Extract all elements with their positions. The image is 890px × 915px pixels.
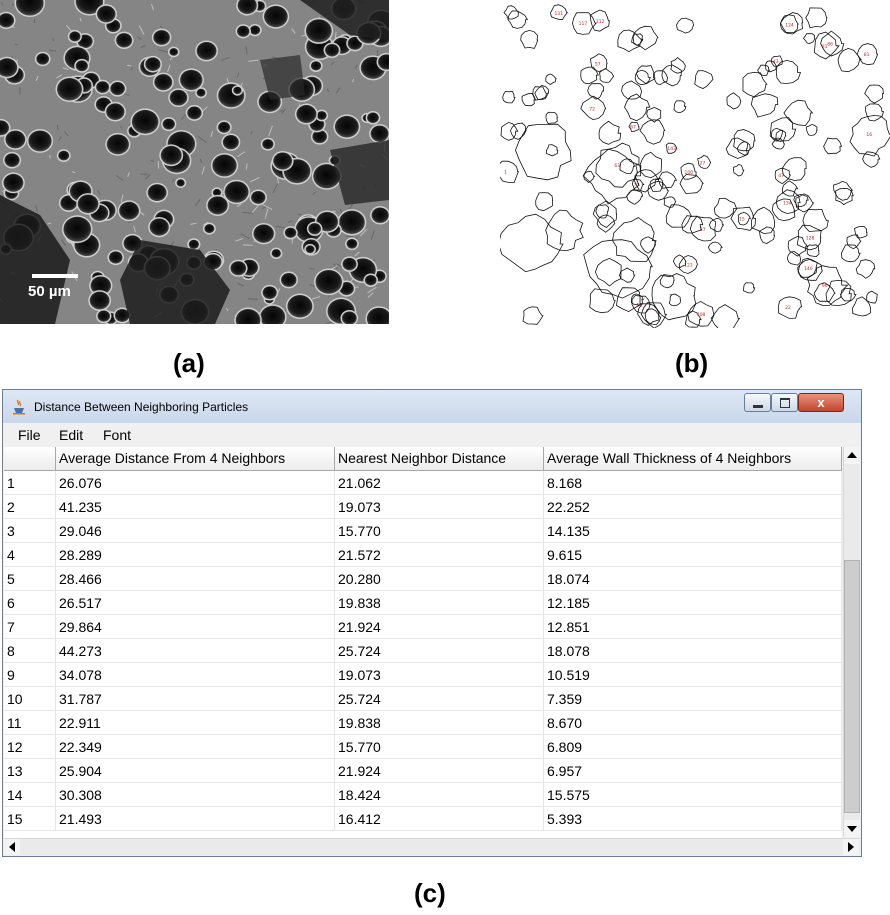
particle-number-label: 57 xyxy=(594,62,601,68)
particle-outline xyxy=(583,149,641,204)
java-cup-icon xyxy=(13,399,25,415)
particle-number-label: 72 xyxy=(589,107,595,113)
particle-outline xyxy=(708,242,722,253)
cell-wall-thickness[interactable]: 18.078 xyxy=(544,639,842,663)
cell-nearest-distance[interactable]: 15.770 xyxy=(335,735,544,759)
column-header-nearest-distance[interactable]: Nearest Neighbor Distance xyxy=(335,447,544,471)
particle-number-label: 134 xyxy=(783,201,792,207)
cell-index[interactable]: 4 xyxy=(4,543,56,567)
cell-index[interactable]: 7 xyxy=(4,615,56,639)
particle-outline xyxy=(658,172,676,189)
particle-outline xyxy=(535,86,549,100)
arrow-down-icon xyxy=(847,826,857,832)
particle-number-label: 91 xyxy=(821,44,828,50)
particle-outline xyxy=(776,130,786,141)
cell-wall-thickness[interactable]: 12.851 xyxy=(544,615,842,639)
particle-outline xyxy=(695,71,713,89)
cell-index[interactable]: 12 xyxy=(4,735,56,759)
cell-index[interactable]: 13 xyxy=(4,759,56,783)
table-row[interactable] xyxy=(4,495,842,519)
cell-average-distance[interactable]: 25.904 xyxy=(56,759,335,783)
particle-outline xyxy=(503,91,515,103)
particle-outline xyxy=(853,297,871,316)
particle-number-label: 77 xyxy=(633,183,640,189)
particle-outline xyxy=(863,152,880,168)
particle-number-label: 15 xyxy=(739,217,745,223)
table-row[interactable] xyxy=(4,759,842,783)
cell-wall-thickness[interactable]: 6.809 xyxy=(544,735,842,759)
table-body xyxy=(4,471,842,831)
cell-index[interactable]: 3 xyxy=(4,519,56,543)
particle-number-label: 37 xyxy=(699,227,706,233)
table-row[interactable] xyxy=(4,519,842,543)
particle-number-label: 131 xyxy=(554,11,564,17)
particle-outline xyxy=(867,291,878,303)
particle-outline xyxy=(751,94,778,117)
arrow-right-icon xyxy=(848,842,854,852)
particle-outline xyxy=(546,74,556,85)
particle-outline xyxy=(734,130,755,151)
particle-outline xyxy=(500,214,563,272)
particle-outline xyxy=(743,72,767,96)
particle-outline xyxy=(581,67,599,84)
cell-average-distance[interactable]: 30.308 xyxy=(56,783,335,807)
cell-wall-thickness[interactable]: 5.393 xyxy=(544,807,842,831)
particle-number-label: 117 xyxy=(578,22,588,28)
particle-outline xyxy=(627,190,643,204)
particle-outline xyxy=(664,197,675,208)
scale-bar-line xyxy=(32,274,78,278)
scroll-left-button[interactable] xyxy=(4,839,20,855)
table-row[interactable] xyxy=(4,567,842,591)
cell-nearest-distance[interactable]: 21.572 xyxy=(335,543,544,567)
cell-nearest-distance[interactable]: 19.838 xyxy=(335,591,544,615)
minimize-icon xyxy=(753,405,763,408)
table-row[interactable] xyxy=(4,687,842,711)
particle-outline xyxy=(662,65,681,86)
particle-outline xyxy=(855,226,867,238)
particle-outline xyxy=(847,235,861,249)
cell-nearest-distance[interactable]: 25.724 xyxy=(335,639,544,663)
sem-micrograph xyxy=(0,0,389,324)
particle-number-label: 7 xyxy=(668,294,672,300)
cell-nearest-distance[interactable]: 21.924 xyxy=(335,759,544,783)
cell-average-distance[interactable]: 28.289 xyxy=(56,543,335,567)
cell-nearest-distance[interactable]: 20.280 xyxy=(335,567,544,591)
cell-wall-thickness[interactable]: 15.575 xyxy=(544,783,842,807)
particle-number-label: 81 xyxy=(863,53,870,59)
cell-average-distance[interactable]: 41.235 xyxy=(56,495,335,519)
particle-outline xyxy=(856,260,875,279)
particle-outline xyxy=(648,181,669,200)
particle-outline xyxy=(595,258,621,286)
table-row[interactable] xyxy=(4,783,842,807)
particle-number-label: 128 xyxy=(805,236,815,242)
particle-number-label: 124 xyxy=(785,23,794,29)
particle-outline xyxy=(836,189,854,205)
particle-outline xyxy=(711,305,739,328)
cell-index[interactable]: 10 xyxy=(4,687,56,711)
results-table xyxy=(4,447,842,838)
cell-wall-thickness[interactable]: 8.168 xyxy=(544,471,842,495)
particle-number-label: 51 xyxy=(636,303,643,309)
particle-outline xyxy=(546,210,584,251)
cell-index[interactable]: 5 xyxy=(4,567,56,591)
particle-outline xyxy=(826,280,851,305)
scroll-up-button[interactable] xyxy=(844,447,860,464)
particle-outline xyxy=(650,178,663,191)
menu-edit[interactable]: Edit xyxy=(59,427,84,443)
particle-outline xyxy=(521,30,538,48)
particle-outline xyxy=(516,124,572,180)
particle-outline xyxy=(546,145,557,156)
particle-outline xyxy=(806,8,827,28)
particle-outline xyxy=(760,227,775,244)
table-row[interactable] xyxy=(4,735,842,759)
cell-index[interactable]: 6 xyxy=(4,591,56,615)
vertical-scrollbar[interactable] xyxy=(843,447,860,837)
cell-nearest-distance[interactable]: 21.062 xyxy=(335,471,544,495)
particle-outline xyxy=(636,66,655,84)
particle-outline xyxy=(620,159,635,174)
maximize-icon xyxy=(780,398,790,408)
particle-outline xyxy=(744,283,755,293)
cell-average-distance[interactable]: 21.493 xyxy=(56,807,335,831)
particle-number-label: 86 xyxy=(827,42,834,48)
particle-outline xyxy=(633,26,658,50)
cell-nearest-distance[interactable]: 19.838 xyxy=(335,711,544,735)
menu-bar xyxy=(3,424,861,446)
cell-index[interactable]: 14 xyxy=(4,783,56,807)
particle-number-label: 143 xyxy=(667,147,676,153)
particle-outline xyxy=(620,268,635,282)
table-row[interactable] xyxy=(4,663,842,687)
particle-number-label: 108 xyxy=(696,312,706,318)
cell-average-distance[interactable]: 34.078 xyxy=(56,663,335,687)
particle-number-label: 27 xyxy=(699,161,706,167)
particle-outline xyxy=(640,120,665,144)
window-title: Distance Between Neighboring Particles xyxy=(34,400,249,414)
cell-nearest-distance[interactable]: 15.770 xyxy=(335,519,544,543)
particle-outline xyxy=(738,142,751,156)
vertical-scroll-thumb[interactable] xyxy=(844,560,860,813)
cell-nearest-distance[interactable]: 18.424 xyxy=(335,783,544,807)
particle-outline xyxy=(640,152,662,177)
cell-wall-thickness[interactable]: 14.135 xyxy=(544,519,842,543)
cell-index[interactable]: 11 xyxy=(4,711,56,735)
column-header-index[interactable] xyxy=(4,447,56,471)
particle-outline xyxy=(824,138,842,154)
particle-outline xyxy=(727,93,741,109)
table-row[interactable] xyxy=(4,471,842,495)
scroll-right-button[interactable] xyxy=(843,839,859,855)
particle-number-label: 47 xyxy=(778,173,784,179)
menu-font[interactable]: Font xyxy=(103,427,132,443)
particle-outline xyxy=(511,123,527,139)
cell-average-distance[interactable]: 44.273 xyxy=(56,639,335,663)
cell-average-distance[interactable]: 28.466 xyxy=(56,567,335,591)
particle-number-label: 121 xyxy=(684,263,693,269)
cell-wall-thickness[interactable]: 8.670 xyxy=(544,711,842,735)
particle-number-label: 63 xyxy=(614,163,621,169)
particle-outline xyxy=(600,69,614,83)
table-row[interactable] xyxy=(4,543,842,567)
particle-outline xyxy=(500,161,518,182)
particle-outline-map xyxy=(500,0,890,328)
table-header xyxy=(4,447,842,471)
cell-wall-thickness[interactable]: 10.519 xyxy=(544,663,842,687)
cell-wall-thickness[interactable]: 7.359 xyxy=(544,687,842,711)
particle-number-label: 96 xyxy=(821,284,828,290)
cell-wall-thickness[interactable]: 9.615 xyxy=(544,543,842,567)
particle-outline xyxy=(677,18,694,33)
table-row[interactable] xyxy=(4,639,842,663)
particle-outline xyxy=(641,237,656,253)
scroll-down-button[interactable] xyxy=(844,820,860,837)
particle-outline xyxy=(599,121,621,144)
cell-nearest-distance[interactable]: 25.724 xyxy=(335,687,544,711)
cell-index[interactable]: 8 xyxy=(4,639,56,663)
particle-outline xyxy=(618,30,642,52)
cell-index[interactable]: 15 xyxy=(4,807,56,831)
particle-outline xyxy=(709,218,723,231)
table-row[interactable] xyxy=(4,615,842,639)
particle-outline xyxy=(674,101,686,113)
particle-number-label: 16 xyxy=(866,133,873,139)
horizontal-scrollbar[interactable] xyxy=(4,838,860,855)
cell-wall-thickness[interactable]: 12.185 xyxy=(544,591,842,615)
cell-average-distance[interactable]: 22.911 xyxy=(56,711,335,735)
cell-wall-thickness[interactable]: 22.252 xyxy=(544,495,842,519)
particle-outline xyxy=(634,170,659,192)
cell-index[interactable]: 1 xyxy=(4,471,56,495)
maximize-button[interactable] xyxy=(771,393,798,412)
particle-outline xyxy=(804,34,815,44)
particle-number-label: 22 xyxy=(785,305,791,311)
column-header-average-distance[interactable]: Average Distance From 4 Neighbors xyxy=(56,447,335,471)
cell-average-distance[interactable]: 26.517 xyxy=(56,591,335,615)
close-button[interactable] xyxy=(798,393,844,412)
particle-number-label: 100 xyxy=(684,170,694,176)
cell-nearest-distance[interactable]: 19.073 xyxy=(335,663,544,687)
table-row[interactable] xyxy=(4,807,842,831)
cell-average-distance[interactable]: 31.787 xyxy=(56,687,335,711)
cell-average-distance[interactable]: 26.076 xyxy=(56,471,335,495)
particle-outline xyxy=(669,294,680,306)
table-row[interactable] xyxy=(4,711,842,735)
particle-outline xyxy=(865,85,884,103)
window-titlebar[interactable] xyxy=(3,390,861,423)
panel-label-b: (b) xyxy=(675,348,709,378)
scale-bar xyxy=(28,268,88,308)
particle-number-label: 67 xyxy=(630,125,637,131)
particle-outline xyxy=(866,104,884,121)
cell-nearest-distance[interactable]: 21.924 xyxy=(335,615,544,639)
particle-outline xyxy=(806,124,817,135)
particle-outline xyxy=(682,216,703,233)
cell-nearest-distance[interactable]: 16.412 xyxy=(335,807,544,831)
arrow-left-icon xyxy=(9,842,15,852)
particle-outline xyxy=(758,65,770,75)
particle-outline xyxy=(546,112,557,123)
cell-average-distance[interactable]: 29.864 xyxy=(56,615,335,639)
cell-average-distance[interactable]: 29.046 xyxy=(56,519,335,543)
table-row[interactable] xyxy=(4,591,842,615)
minimize-button[interactable] xyxy=(744,393,771,412)
panel-label-a: (a) xyxy=(173,348,205,378)
outline-drawing xyxy=(500,0,890,328)
cell-index[interactable]: 2 xyxy=(4,495,56,519)
particle-outline xyxy=(536,193,553,211)
close-icon: x xyxy=(817,395,825,410)
particle-number-label: 1 xyxy=(504,170,507,176)
particle-outline xyxy=(588,84,604,100)
arrow-up-icon xyxy=(847,452,857,458)
cell-nearest-distance[interactable]: 19.073 xyxy=(335,495,544,519)
particle-number-label: 140 xyxy=(804,266,813,272)
distance-window xyxy=(2,389,862,857)
particle-number-label: 112 xyxy=(595,19,605,25)
panel-label-c: (c) xyxy=(414,878,446,908)
particle-outline xyxy=(508,11,528,29)
particle-outline xyxy=(523,307,543,325)
particle-outline xyxy=(782,181,797,196)
particle-outline xyxy=(784,100,813,125)
scale-bar-label: 50 µm xyxy=(28,283,71,300)
cell-average-distance[interactable]: 22.349 xyxy=(56,735,335,759)
particle-number-label: 43 xyxy=(772,60,779,66)
particle-outline xyxy=(654,71,668,85)
particle-outline xyxy=(734,164,744,176)
cell-index[interactable]: 9 xyxy=(4,663,56,687)
particle-outline xyxy=(501,122,518,140)
column-header-wall-thickness[interactable]: Average Wall Thickness of 4 Neighbors xyxy=(544,447,842,471)
cell-wall-thickness[interactable]: 6.957 xyxy=(544,759,842,783)
particle-outline xyxy=(776,60,800,83)
menu-file[interactable]: File xyxy=(18,427,41,443)
cell-wall-thickness[interactable]: 18.074 xyxy=(544,567,842,591)
